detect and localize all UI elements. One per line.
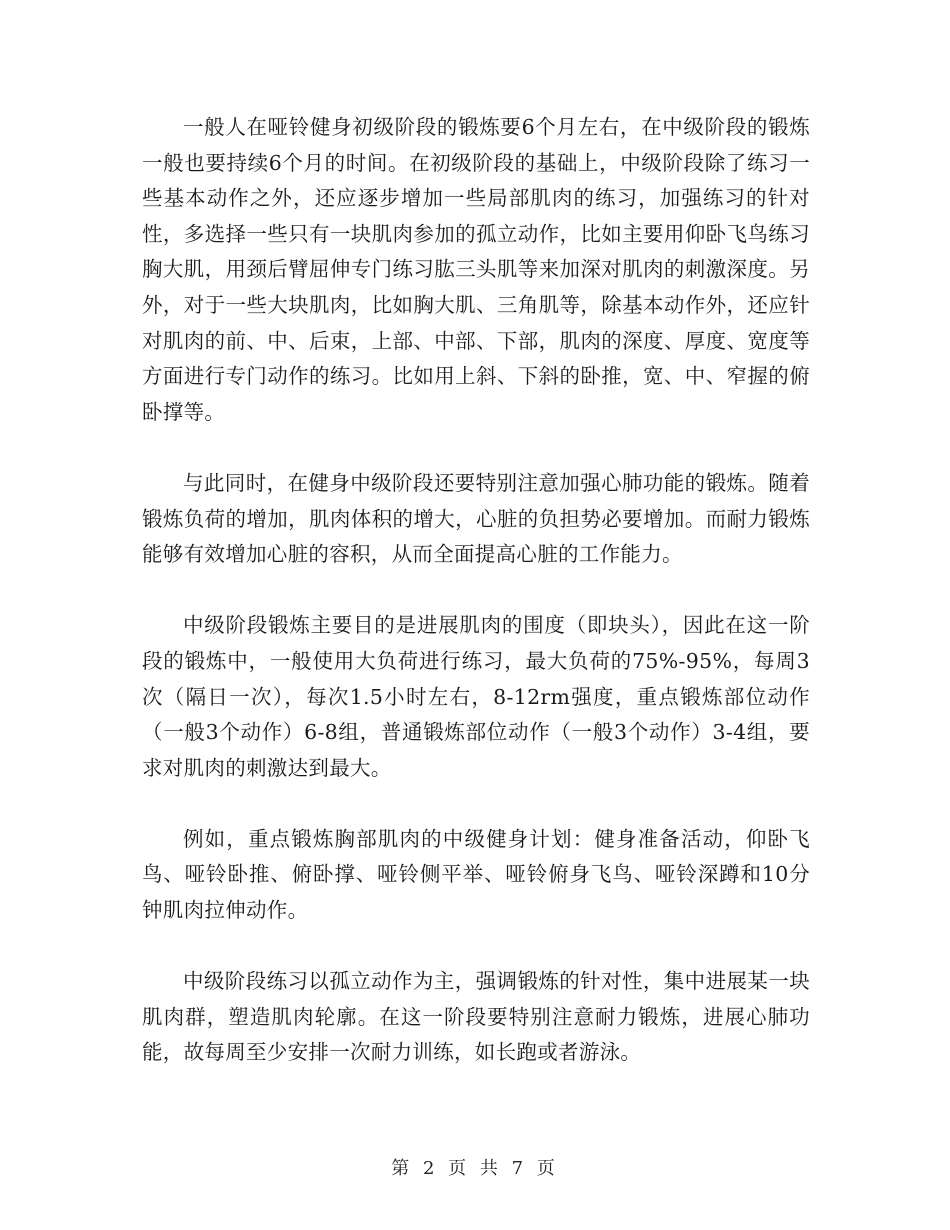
page-number-footer: 第 2 页 共 7 页 bbox=[391, 1158, 559, 1179]
document-body bbox=[142, 110, 810, 1107]
paragraph-1: 一般人在哑铃健身初级阶段的锻炼要6个月左右，在中级阶段的锻炼一般也要持续6个月的时间。在初级阶段的基础上，中级阶段除了练习一些基本动作之外，还应逐步增加一些局部肌肉的练习，加强练习的针对性，多选择一些只有一块肌肉参加的孤立动作，比如主要用仰卧飞鸟练习胸大肌，用颈后臂屈伸专门练习肱三头肌等来加深对肌肉的刺激深度。另外，对于一些大块肌肉，比如胸大肌、三角肌等，除基本动作外，还应针对肌肉的前、中、后束，上部、中部、下部，肌肉的深度、厚度、宽度等方面进行专门动作的练习。比如用上斜、下斜的卧推，宽、中、窄握的俯卧撑等。 bbox=[142, 115, 810, 424]
paragraph-3: 中级阶段锻炼主要目的是进展肌肉的围度（即块头），因此在这一阶段的锻炼中，一般使用大负荷进行练习，最大负荷的75%-95%，每周3次（隔日一次），每次1.5小时左右，8-12rm强度，重点锻炼部位动作（一般3个动作）6-8组，普通锻炼部位动作（一般3个动作）3-4组，要求对肌肉的刺激达到最大。 bbox=[142, 613, 810, 780]
paragraph-2: 与此同时，在健身中级阶段还要特别注意加强心肺功能的锻炼。随着锻炼负荷的增加，肌肉体积的增大，心脏的负担势必要增加。而耐力锻炼能够有效增加心脏的容积，从而全面提高心脏的工作能力。 bbox=[142, 470, 810, 567]
paragraph-4: 例如，重点锻炼胸部肌肉的中级健身计划：健身准备活动，仰卧飞鸟、哑铃卧推、俯卧撑、哑铃侧平举、哑铃俯身飞鸟、哑铃深蹲和10分钟肌肉拉伸动作。 bbox=[142, 826, 810, 923]
paragraph-5: 中级阶段练习以孤立动作为主，强调锻炼的针对性，集中进展某一块肌肉群，塑造肌肉轮廓。在这一阶段要特别注意耐力锻炼，进展心肺功能，故每周至少安排一次耐力训练，如长跑或者游泳。 bbox=[142, 969, 810, 1065]
